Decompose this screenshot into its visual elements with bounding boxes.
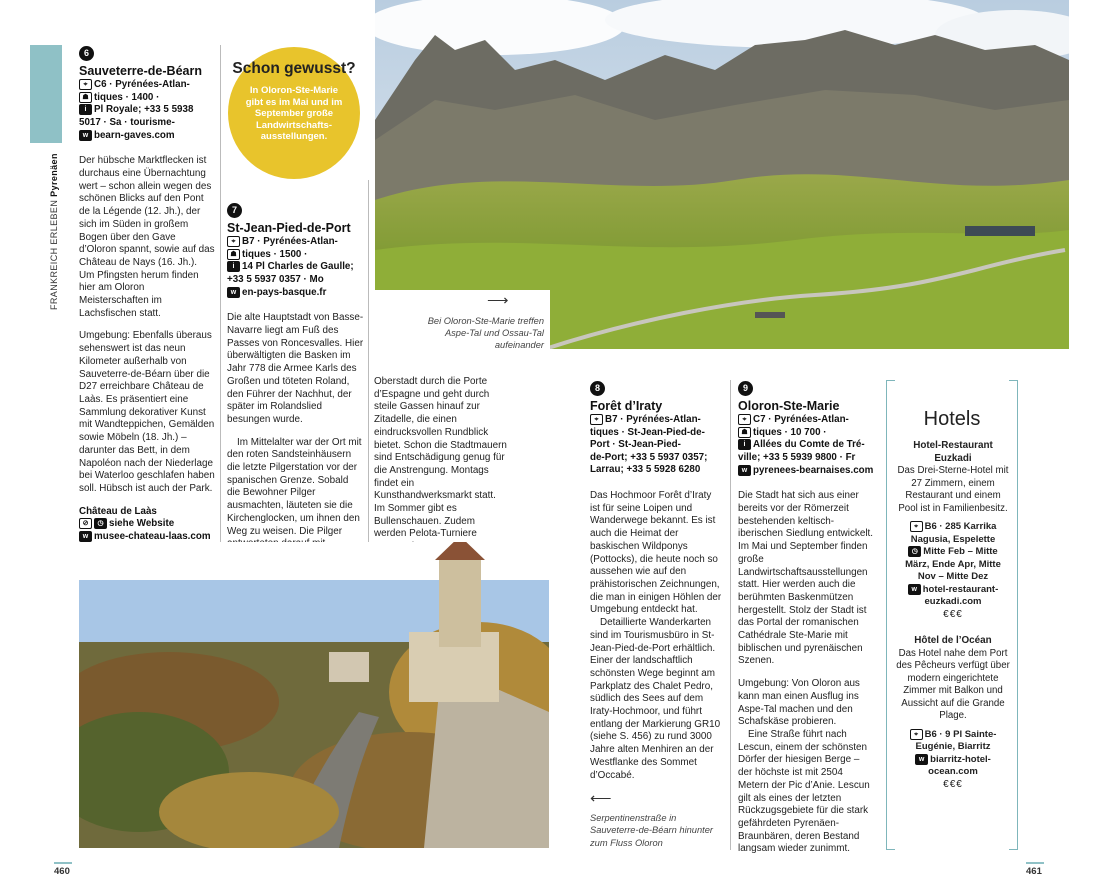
entry-body [79, 155, 215, 495]
closed-icon: ◷ [94, 518, 107, 529]
page-number-left: 460 [54, 866, 70, 877]
sub-entry: Château de Laàs ⊘ ◷ siehe Website w musee-chateau-laas.com [79, 506, 215, 544]
map-ref-icon: ⌖ [590, 414, 603, 425]
entry-paragraph: Detaillierte Wanderkarten sind im Tourismusbüro in St-Jean-Pied-de-Port erhältlich. Einer der landschaftlich schönsten Wege beginnt am Parkplatz des Chalet Pedro, südlich des Sees auf dem Iraty-Hochmoor, und führt entlang der Markierung GR10 (siehe S. 456) zu rund 3000 Jahre alten Menhiren an der Westflanke des Sommet d’Occabé. [590, 617, 721, 781]
entry-title: Sauveterre-de-Béarn [79, 64, 202, 78]
population-icon: ☗ [79, 92, 92, 103]
map-ref-icon: ⌖ [738, 414, 751, 425]
hotels-list [896, 440, 1010, 791]
column-divider [730, 380, 731, 850]
info-icon: i [79, 104, 92, 115]
entry-meta: ⌖ B7 · Pyrénées-Atlan- ☗ tiques · 1500 · i 14 Pl Charles de Gaulle; +33 5 5937 0357 · Mo w en-pays-basque.fr [227, 236, 354, 298]
entry-sauveterre [79, 46, 215, 544]
village-road-image [79, 542, 549, 848]
population-icon: ☗ [227, 249, 240, 260]
web-icon: w [908, 584, 921, 595]
did-you-know-text: In Oloron-Ste-Marie gibt es im Mai und im September große Landwirtschafts-ausstellungen. [245, 85, 343, 143]
entry-website-link[interactable]: bearn-gaves.com [94, 129, 175, 141]
web-icon: w [915, 754, 928, 765]
hotel-name: Hotel-Restaurant Euzkadi [913, 440, 993, 464]
hotel-meta: ⌖ B6 · 285 Karrika Nagusia, Espelette ◷ Mitte Feb – Mitte März, Ende Apr, Mitte Nov – Mitte Dez w hotel-restaurant-euzkadi.com [905, 521, 1001, 608]
hotel-description: Das Drei-Sterne-Hotel mit 27 Zimmern, einem Restaurant und einem Pool ist in Familienbesitz. [897, 465, 1009, 514]
side-label-region: Pyrenäen [49, 153, 59, 197]
did-you-know-heading: Schon gewusst? [232, 60, 356, 77]
entry-paragraph: Oberstadt durch die Porte d’Espagne und geht durch steile Gassen hinauf zur Zitadelle, die einen eindrucksvollen Rundblick bietet. Schon die Stadtmauern sind Entschädigung genug für die Anstrengung. Montags findet ein Kunsthandwerksmarkt statt. Im Sommer gibt es Bullenschauen. Zudem werden Pelota-Turniere [374, 376, 507, 540]
population-icon: ☗ [738, 427, 751, 438]
section-side-label [48, 153, 61, 310]
entry-paragraph: Die Stadt hat sich aus einer bereits vor der Römerzeit bestehenden keltisch-iberischen Siedlung entwickelt. Im Mai und September finden große Landwirtschaftsausstellungen statt. Hier werden auch die berühmten Baskenmützen hergestellt. Stolz der Stadt ist das Portal der romanischen Cathédrale Ste-Marie mit biblischen und pyrenäischen Szenen. [738, 490, 874, 667]
hotels-bracket-left [886, 380, 895, 850]
entry-meta: ⌖ C6 · Pyrénées-Atlan- ☗ tiques · 1400 · i Pl Royale; +33 5 5938 5017 · Sa · tourisme- w bearn-gaves.com [79, 79, 194, 141]
hotels-bracket-right [1009, 380, 1018, 850]
hotels-title: Hotels [923, 408, 981, 430]
side-label-prefix: FRANKREICH ERLEBEN [49, 199, 59, 310]
entry-foret-iraty [590, 381, 723, 849]
entry-website-link[interactable]: en-pays-basque.fr [242, 286, 327, 298]
column-divider [220, 45, 221, 555]
photo-caption-bottom: Serpentinenstraße in Sauveterre-de-Béarn hinunter zum Fluss Oloron [590, 813, 713, 848]
entry-paragraph: Eine Straße führt nach Lescun, einem der schönsten Dörfer der hiesigen Berge – der höchste ist mit 2504 Metern der Pic d’Anie. Lescun gilt als eines der letzten Rückzugsgebiete für die stark gefährdeten Pyrenäen-Braunbären, deren Bestand langsam wieder zunimmt. [738, 729, 870, 855]
entry-paragraph: Umgebung: Ebenfalls überaus sehenswert ist das neun Kilometer außerhalb von Sauveterre-de-Béarn über die D27 erreichbare Château de Laàs. Es präsentiert eine Sammlung dekorativer Kunst mit Wandteppichen, Gemälden sowie Möbeln (18. Jh.) – darunter das Bett, in dem Napoléon nach der Niederlage bei Waterloo geschlafen haben soll. Hübsch ist auch der Park. [79, 330, 215, 494]
hotel-name: Hôtel de l’Océan [914, 635, 992, 647]
entry-paragraph: Die alte Hauptstadt von Basse-Navarre liegt am Fuß des Passes von Roncesvalles. Hier überwältigten die Basken im Jahr 778 die Armee Karls des Großen und töteten Roland, den Führer der Nachhut, der später im Rolandslied besungen wurde. [227, 312, 364, 425]
hotel-meta: ⌖ B6 · 9 Pl Sainte-Eugénie, Biarritz w biarritz-hotel-ocean.com [896, 729, 1010, 779]
entry-st-jean [227, 203, 364, 574]
web-icon: w [79, 130, 92, 141]
hotels-box [886, 380, 1018, 848]
entry-title: Forêt d’Iraty [590, 399, 663, 413]
info-icon: i [227, 261, 240, 272]
web-icon: w [738, 465, 751, 476]
entry-body [590, 490, 723, 782]
entry-number-badge: 6 [79, 46, 94, 61]
entry-meta: ⌖ B7 · Pyrénées-Atlan- tiques · St-Jean-Pied-de- Port · St-Jean-Pied- de-Port; +33 5 5937 0357; Larrau; +33 5 5928 6280 [590, 414, 708, 476]
sub-entry-title: Château de Laàs [79, 505, 157, 517]
hotel-description: Das Hotel nahe dem Port des Pêcheurs verfügt über modern eingerichtete Zimmer mit Balkon und Aussicht auf die Grande Plage. [896, 647, 1010, 722]
page-number-bar [54, 862, 72, 864]
entry-oloron [738, 381, 874, 866]
entry-body [227, 312, 364, 563]
entry-paragraph: Im Mittelalter war der Ort mit den roten Sandsteinhäusern die letzte Pilgerstation vor der spanischen Grenze. Sobald die Bewohner Pilger ausmachten, läuteten sie die Kirchenglocken, um ihnen den Weg zu weisen. Die Pilger [227, 436, 362, 537]
map-ref-icon: ⌖ [910, 521, 923, 532]
entry-number-badge: 9 [738, 381, 753, 396]
arrow-right-icon: ⟶ [487, 292, 509, 309]
mountain-landscape-image [375, 0, 1069, 349]
entry-st-jean-continued [374, 376, 508, 564]
entry-title: St-Jean-Pied-de-Port [227, 221, 351, 235]
section-tab [30, 45, 62, 143]
hotel-item [896, 440, 1010, 621]
hotel-price: €€€ [943, 778, 963, 790]
page-number-bar [1026, 862, 1044, 864]
photo-aspe-valley [375, 0, 1069, 349]
hotel-website-link[interactable]: biarritz-hotel-ocean.com [928, 753, 991, 778]
did-you-know-callout [228, 47, 360, 179]
info-icon: i [738, 439, 751, 450]
entry-paragraph: Der hübsche Marktflecken ist durchaus eine Übernachtung wert – schon allein wegen des schönen Blicks auf den Pont de la Légende (12. Jh.), der sich im Süden in großem Bogen über den Gave d’Oloron spannt, sowie auf das Château de Nays (16. Jh.). Um Pfingsten herum finden hier am Oloron Meisterschaften im Lachsfischen statt. [79, 155, 215, 319]
page-number-right: 461 [1026, 866, 1042, 877]
entry-paragraph: Umgebung: Von Oloron aus kann man einen Ausflug ins Aspe-Tal machen und den Schafskäse probieren. [738, 678, 860, 728]
entry-number-badge: 8 [590, 381, 605, 396]
hotel-price: €€€ [943, 608, 963, 620]
map-ref-icon: ⌖ [910, 729, 923, 740]
sub-entry-website-link[interactable]: musee-chateau-laas.com [94, 531, 211, 542]
arrow-left-icon: ⟵ [590, 790, 612, 808]
web-icon: w [227, 287, 240, 298]
column-divider [368, 180, 369, 555]
closed-icon: ◷ [908, 546, 921, 557]
map-ref-icon: ⌖ [227, 236, 240, 247]
entry-meta: ⌖ C7 · Pyrénées-Atlan- ☗ tiques · 10 700 · i Allées du Comte de Tré- ville; +33 5 5939 9800 · Fr w pyrenees-bearnaises.com [738, 414, 874, 476]
entry-body [738, 490, 874, 856]
hotel-item [896, 635, 1010, 791]
entry-paragraph: Das Hochmoor Forêt d’Iraty ist für seine Loipen und Wanderwege bekannt. Es ist auch die Heimat der baskischen Wildponys (Pottocks), die heute noch so aussehen wie auf den prähistorischen Zeichnungen, die man in einigen Höhlen der Umgebung entdeckt hat. [590, 490, 722, 616]
web-icon: w [79, 531, 92, 542]
entry-number-badge: 7 [227, 203, 242, 218]
photo-sauveterre-road [79, 542, 549, 848]
entry-title: Oloron-Ste-Marie [738, 399, 840, 413]
map-ref-icon: ⌖ [79, 79, 92, 90]
ticket-icon: ⊘ [79, 518, 92, 529]
hotel-website-link[interactable]: hotel-restaurant-euzkadi.com [922, 583, 999, 608]
entry-website-link[interactable]: pyrenees-bearnaises.com [753, 464, 874, 476]
photo-caption-top: Bei Oloron-Ste-Marie treffen Aspe-Tal und Ossau-Tal aufeinander [427, 316, 544, 351]
